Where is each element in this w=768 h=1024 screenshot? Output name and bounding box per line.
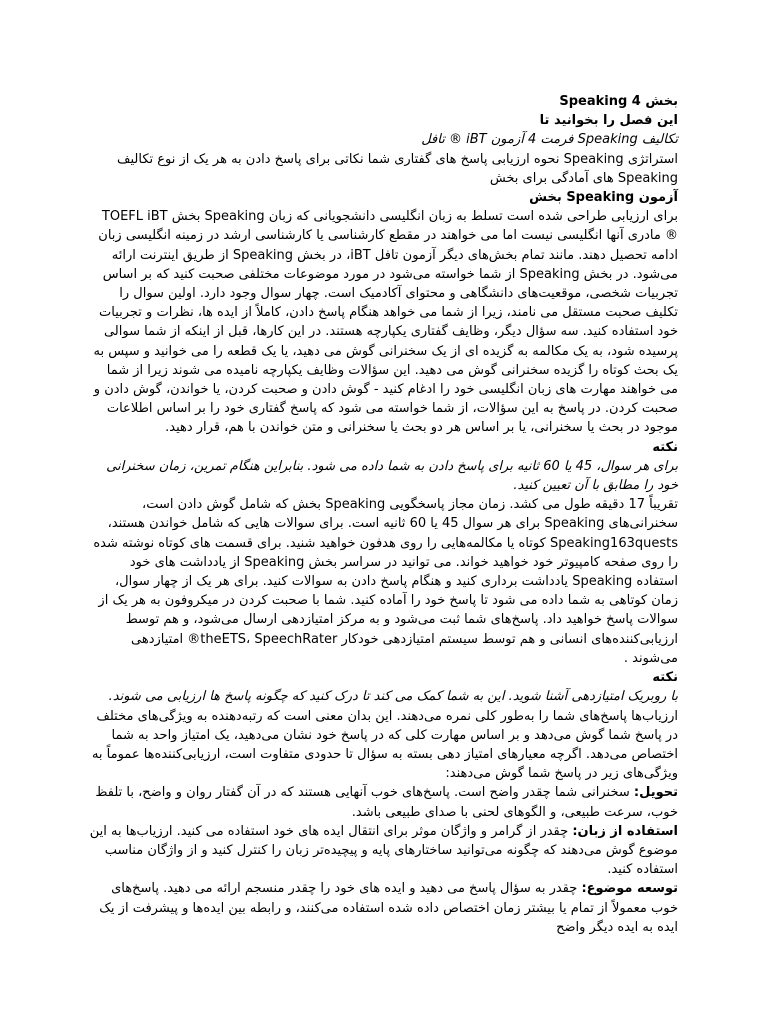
- document-body: [88, 92, 678, 937]
- exam-heading: آزمون Speaking بخش: [529, 190, 678, 206]
- intro-paragraph: استراتژی Speaking نحوه ارزیابی پاسخ های گفتاری شما نکاتی برای پاسخ دادن به هر یک از نوع تکالیف Speaking های آمادگی برای بخش: [117, 151, 678, 186]
- rating-paragraph: ارزیاب‌ها پاسخ‌های شما را به‌طور کلی نمره می‌دهند. این بدان معنی است که رتبه‌دهنده به ویژگی‌های مختلف در پاسخ شما گوش می‌دهد و بر اساس مهارت کلی که در پاسخ خود نشان می‌دهید، یک امتیاز واحد به شما اختصاص می‌دهد. اگرچه معیارهای امتیاز دهی بسته به سؤال تا حدودی متفاوت است، ارزیابی‌کننده‌ها عموماً به ویژگی‌های زیر در پاسخ شما گوش می‌دهند:: [91, 708, 678, 782]
- criterion-delivery: [88, 783, 678, 821]
- criterion-text: چقدر به سؤال پاسخ می دهید و ایده های خود را چقدر منسجم ارائه می دهید. پاسخ‌های خوب معمولاً از تمام یا بیشتر زمان اختصاص داده شده استفاده می‌کنند، و رابطه بین ایده‌ها و پیشرفت از یک ایده به ایده دیگر واضح: [99, 881, 678, 935]
- note-heading: نکته: [652, 439, 678, 455]
- criterion-topic-development: [88, 879, 678, 937]
- note-text-2: با روبریک امتیازدهی آشنا شوید. این به شما کمک می کند تا درک کنید که چگونه پاسخ ها ارزیابی می شوند.: [108, 689, 678, 705]
- criterion-term: تحویل:: [633, 785, 678, 801]
- criterion-text: چقدر از گرامر و واژگان موثر برای انتقال ایده های خود استفاده می کنید. ارزیاب‌ها به این موضوع گوش می‌دهند که چگونه می‌توانید ساختارهای پایه و پیچیده‌تر زبان را کنترل کنید و از واژگان مناسب استفاده کنید.: [89, 823, 678, 878]
- chapter-subtitle: تکالیف Speaking فرمت 4 آزمون iBT ® تافل: [421, 132, 678, 148]
- note-heading-2: نکته: [652, 670, 678, 686]
- criterion-term: استفاده از زبان:: [572, 823, 678, 839]
- timing-paragraph: تقریباً 17 دقیقه طول می کشد. زمان مجاز پاسخگویی Speaking بخش که شامل گوش دادن است، سخنرانی‌های Speaking برای هر سوال 45 یا 60 ثانیه است. برای سوالات هایی که شامل خواندن هستند، Speaking163quests کوتاه یا مکالمه‌هایی را روی هدفون خواهید شنید. برای قسمت های کوتاه نوشته شده را روی صفحه کامپیوتر خود خواهید خواند. می توانید در سراسر بخش Speaking از یادداشت های خود استفاده Speaking یادداشت برداری کنید و هنگام پاسخ دادن به سوالات کنید. برای هر یک از چهار سوال، زمان کوتاهی به شما داده می شود تا پاسخ خود را آماده کنید. شما با صحبت کردن در میکروفون به هر یک از سوالات پاسخ خواهید داد. پاسخ‌های شما ثبت می‌شود و به مرکز امتیازدهی ارسال می‌شود، و هم توسط ارزیابی‌کننده‌های انسانی و هم توسط سیستم امتیازدهی خودکار theETS، SpeechRater® امتیازدهی می‌شوند .: [93, 497, 678, 666]
- criterion-language-use: [88, 822, 678, 880]
- section-title: بخش 4 Speaking: [559, 94, 678, 109]
- note-text: برای هر سوال، 45 یا 60 ثانیه برای پاسخ دادن به شما داده می شود. بنابراین هنگام تمرین، زمان سخنرانی خود را مطابق با آن تعیین کنید.: [106, 458, 678, 494]
- criterion-text: سخنرانی شما چقدر واضح است. پاسخ‌های خوب آنهایی هستند که در آن گفتار روان و واضح، با تلفظ خوب، سرعت طبیعی، و الگوهای لحنی با صدای طبیعی باشد.: [95, 785, 678, 820]
- read-first-heading: این فصل را بخوانید تا: [539, 113, 678, 129]
- exam-paragraph: برای ارزیابی طراحی شده است تسلط به زبان انگلیسی دانشجویانی که زبان Speaking بخش TOEFL iBT ® مادری آنها انگلیسی نیست اما می خواهند در مقطع کارشناسی یا کارشناسی ارشد در زمینه انگلیسی زبان ادامه تحصیل دهند. مانند تمام بخش‌های دیگر آزمون تافل iBT، در بخش Speaking از طریق اینترنت ارائه می‌شود. در بخش Speaking از شما خواسته می‌شود در مورد موضوعات مختلفی صحبت کنید که بر اساس تجربیات شخصی، موقعیت‌های دانشگاهی و محتوای آکادمیک است. چهار سوال وجود دارد. اولین سوال را تکلیف صحبت مستقل می نامند، زیرا از شما می خواهد هنگام پاسخ دادن، کاملاً از ایده ها، نظرات و تجربیات خود استفاده کنید. سه سؤال دیگر، وظایف گفتاری یکپارچه هستند. در این کارها، قبل از اینکه از شما سوالی پرسیده شود، به یک مکالمه به گزیده ای از یک سخنرانی گوش می دهید، یا یک قطعه را می خوانید و سپس به یک بحث کوتاه را گزیده سخنرانی گوش می دهید. این سؤالات وظایف یکپارچه نامیده می شوند زیرا از شما می خواهند مهارت های زبان انگلیسی خود را ادغام کنید - گوش دادن و صحبت کردن، یا خواندن، گوش دادن و صحبت کردن. در پاسخ به این سؤالات، از شما خواسته می شود که پاسخ گفتاری خود را بر اساس اطلاعات موجود در بحث یا سخنرانی، یا بر اساس هر دو بحث یا سخنرانی و متن خواندن با هم، قرار دهید.: [93, 209, 678, 436]
- criterion-term: توسعه موضوع:: [581, 881, 678, 897]
